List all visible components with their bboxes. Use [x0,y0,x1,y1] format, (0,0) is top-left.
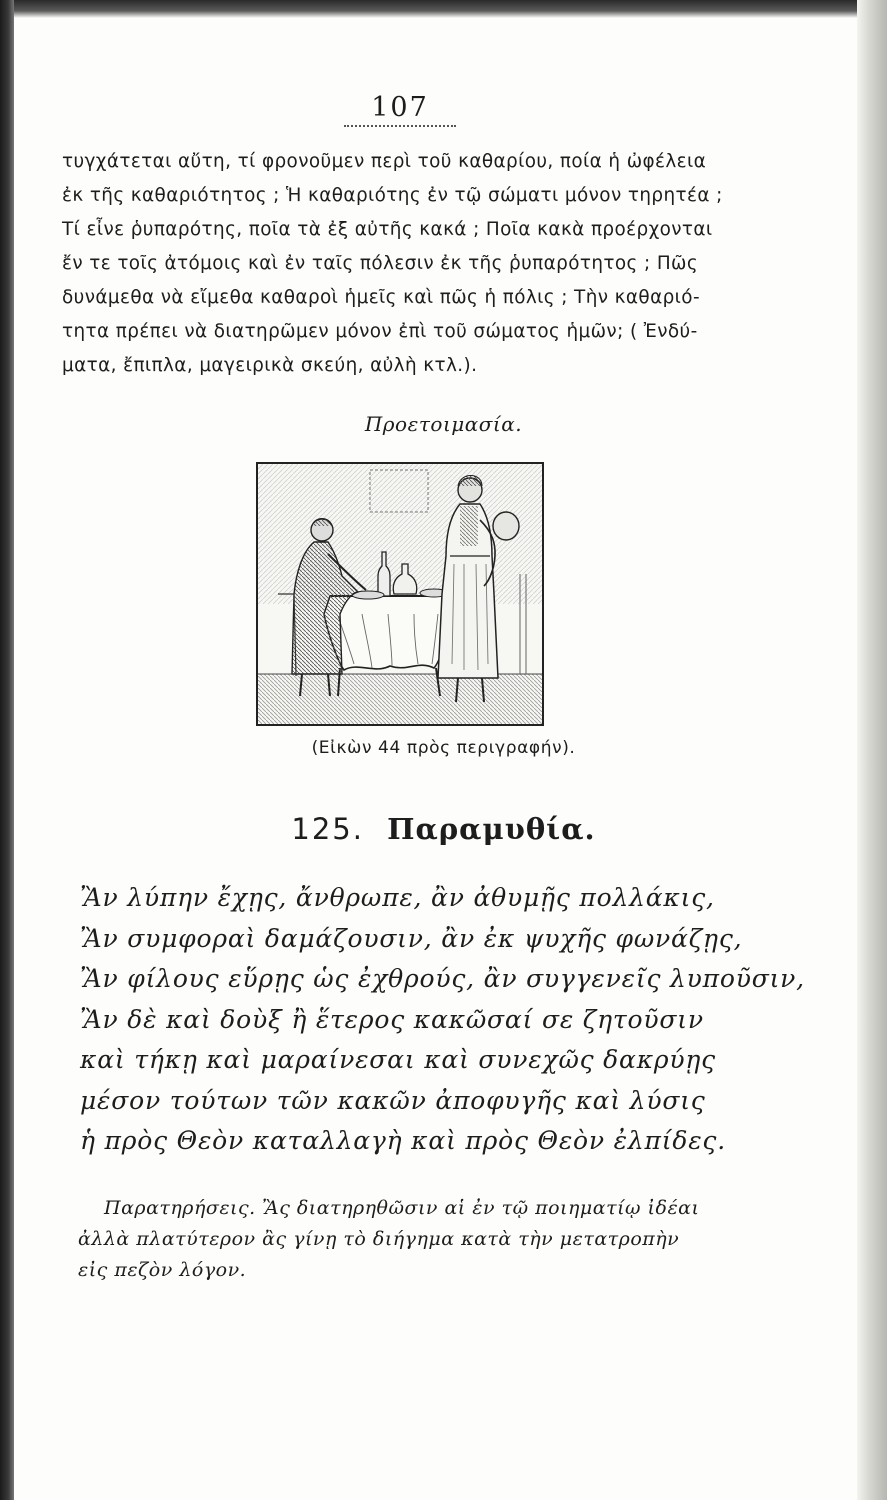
poem-verse: μέσον τούτων τῶν κακῶν ἀποφυγῆς καὶ λύσις [80,1085,706,1115]
intro-line: ματα, ἔπιπλα, μαγειρικὰ σκεύη, αὐλὴ κτλ.). [62,355,478,376]
section-heading: Προετοιμασία. [364,412,523,436]
remarks-line: εἰς πεζὸν λόγον. [78,1259,247,1281]
intro-line: τυγχάτεται αὔτη, τί φρονοῦμεν περὶ τοῦ καθαρίου, ποία ἡ ὠφέλεια [62,151,707,172]
poem-heading [0,812,887,846]
poem-number: 125. [291,812,364,846]
page-number-rule [344,125,456,127]
poem-body [80,878,805,1162]
remarks-line: ἀλλὰ πλατύτερον ἂς γίνῃ τὸ διήγημα κατὰ τὴν μετατροπὴν [78,1228,680,1250]
page-number: 107 [371,92,429,123]
poem-verse: Ἂν δὲ καὶ δοὺξ ἢ ἕτερος κακῶσαί σε ζητοῦσιν [80,1004,704,1034]
intro-line: τητα πρέπει νὰ διατηρῶμεν μόνον ἐπὶ τοῦ σώματος ἡμῶν; ( Ἐνδύ- [62,321,698,342]
intro-line: Τί εἶνε ῥυπαρότης, ποῖα τὰ ἐξ αὐτῆς κακά ; Ποῖα κακὰ προέρχονται [62,219,713,240]
remarks-line: Παρατηρήσεις. Ἂς διατηρηθῶσιν αἱ ἐν τῷ ποιηματίῳ ἰδέαι [104,1197,700,1219]
poem-title: Παραμυθία. [387,812,596,846]
poem-verse: Ἂν φίλους εὕρῃς ὡς ἐχθρούς, ἂν συγγενεῖς λυποῦσιν, [80,964,805,993]
poem-verse: ἡ πρὸς Θεὸν καταλλαγὴ καὶ πρὸς Θεὸν ἐλπίδες. [80,1126,726,1155]
engraving-illustration [256,462,544,726]
poem-verse: Ἂν λύπην ἔχῃς, ἄνθρωπε, ἂν ἀθυμῇς πολλάκις, [80,883,715,912]
remarks-paragraph [78,1193,774,1286]
intro-line: δυνάμεθα νὰ εἴμεθα καθαροὶ ἡμεῖς καὶ πῶς ἡ πόλις ; Τὴν καθαριό- [62,287,700,308]
intro-line: ἔν τε τοῖς ἀτόμοις καὶ ἐν ταῖς πόλεσιν ἐκ τῆς ῥυπαρότητος ; Πῶς [62,253,699,274]
intro-line: ἐκ τῆς καθαριότητος ; Ἡ καθαριότης ἐν τῷ σώματι μόνον τηρητέα ; [62,185,723,206]
engraving-drawing [258,464,542,724]
figure-caption: (Εἰκὼν 44 πρὸς περιγραφήν). [311,738,576,758]
poem-verse: καὶ τήκῃ καὶ μαραίνεσαι καὶ συνεχῶς δακρύῃς [80,1045,716,1074]
poem-verse: Ἂν συμφοραὶ δαμάζουσιν, ἂν ἐκ ψυχῆς φωνάζῃς, [80,923,743,953]
intro-paragraph [62,145,772,383]
